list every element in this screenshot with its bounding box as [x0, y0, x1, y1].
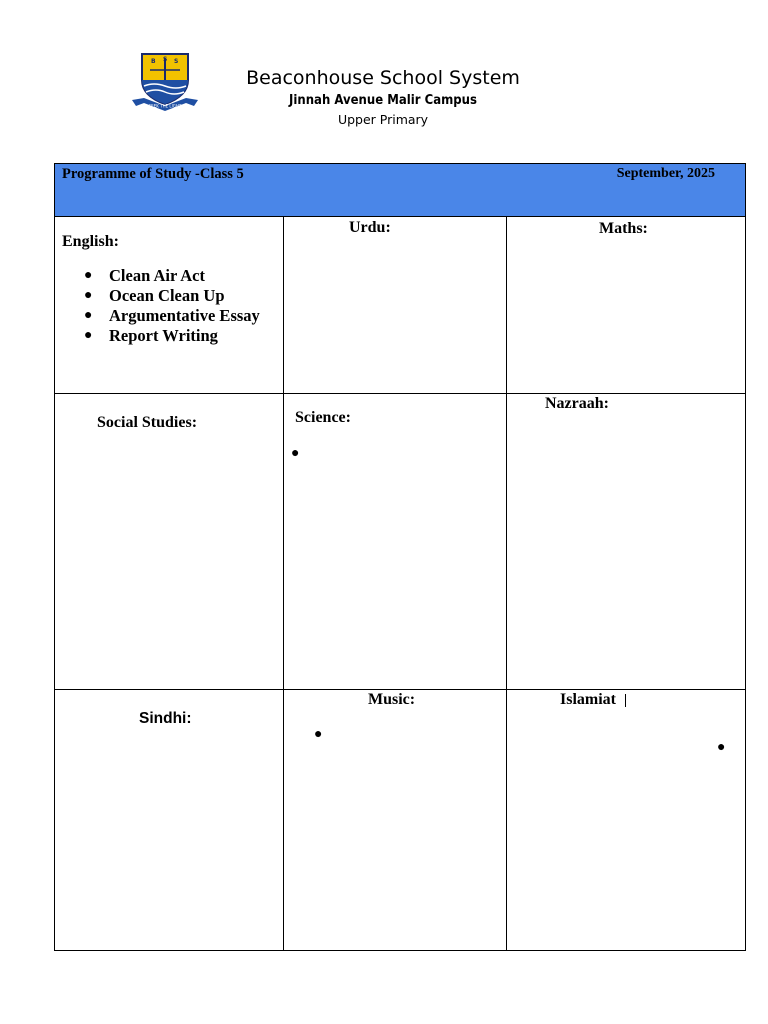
maths-title: Maths: [599, 220, 648, 237]
bullet-icon: ● [717, 740, 726, 755]
science-title: Science: [295, 409, 351, 426]
school-name: Beaconhouse School System [246, 67, 520, 89]
table-banner [55, 164, 745, 217]
list-item: ● Ocean Clean Up [62, 286, 260, 306]
divider [55, 689, 745, 690]
logo-letter-2: S [163, 56, 168, 63]
english-topic-list [62, 266, 260, 346]
english-title: English: [62, 233, 119, 250]
urdu-title: Urdu: [349, 219, 391, 236]
campus-name: Jinnah Avenue Malir Campus [289, 93, 477, 108]
bullet-icon: ● [314, 727, 323, 742]
banner-title: Programme of Study -Class 5 [62, 166, 244, 182]
music-title: Music: [368, 691, 416, 708]
social-studies-title: Social Studies: [97, 414, 198, 431]
divider [506, 216, 507, 950]
logo-letter-3: S [174, 58, 179, 65]
divider [283, 216, 284, 950]
nazraah-title: Nazraah: [545, 395, 609, 412]
sindhi-title: Sindhi: [139, 710, 192, 727]
divider [55, 393, 745, 394]
programme-table [54, 163, 746, 951]
section-name: Upper Primary [337, 112, 429, 127]
bullet-icon: ● [291, 446, 300, 461]
text-cursor [625, 694, 626, 707]
logo-letter-1: B [151, 58, 156, 65]
islamiat-title: Islamiat [560, 691, 616, 708]
list-item: ● Argumentative Essay [62, 306, 260, 326]
school-logo [130, 50, 200, 112]
list-item: ● Clean Air Act [62, 266, 260, 286]
banner-date: September, 2025 [616, 166, 715, 181]
list-item: ● Report Writing [62, 326, 260, 346]
logo-motto: SEEK THE LIGHT [148, 103, 182, 109]
